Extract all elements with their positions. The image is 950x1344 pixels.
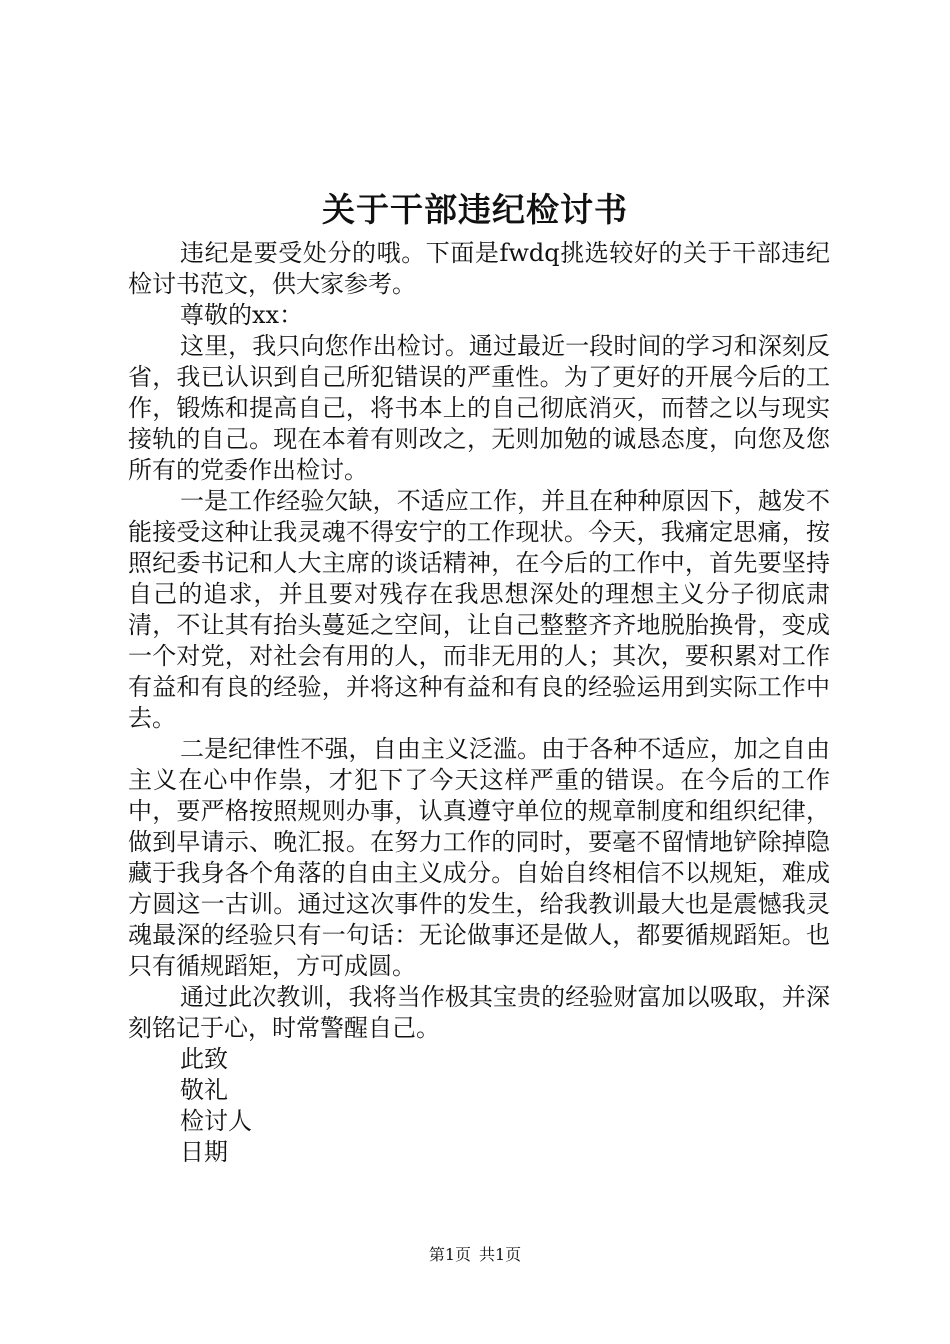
body-paragraph: 二是纪律性不强，自由主义泛滥。由于各种不适应，加之自由主义在心中作祟，才犯下了今天这样严重的错误。在今后的工作中，要严格按照规则办事，认真遵守单位的规章制度和组织纪律，做到早请示、晚汇报。在努力工作的同时，要毫不留情地铲除掉隐藏于我身各个角落的自由主义成分。自始自终相信不以规矩，难成方圆这一古训。通过这次事件的发生，给我教训最大也是震憾我灵魂最深的经验只有一句话：无论做事还是做人，都要循规蹈矩。也只有循规蹈矩，方可成圆。: [128, 735, 830, 980]
document-body: [128, 238, 830, 1168]
body-paragraph: 通过此次教训，我将当作极其宝贵的经验财富加以吸取，并深刻铭记于心，时常警醒自己。: [128, 983, 830, 1042]
closing-line: 敬礼: [180, 1076, 228, 1104]
closing-line: 此致: [180, 1045, 228, 1073]
signature-label: 检讨人: [180, 1107, 252, 1135]
salutation: 尊敬的xx：: [180, 301, 304, 329]
intro-paragraph: 违纪是要受处分的哦。下面是fwdq挑选较好的关于干部违纪检讨书范文，供大家参考。: [128, 239, 830, 298]
document-title: 关于干部违纪检讨书: [322, 190, 628, 229]
page-footer: [0, 1243, 950, 1267]
page-total: 共1页: [479, 1245, 522, 1264]
page-number: 第1页: [428, 1245, 471, 1264]
body-paragraph: 一是工作经验欠缺，不适应工作，并且在种种原因下，越发不能接受这种让我灵魂不得安宁的工作现状。今天，我痛定思痛，按照纪委书记和人大主席的谈话精神，在今后的工作中，首先要坚持自己的追求，并且要对残存在我思想深处的理想主义分子彻底肃清，不让其有抬头蔓延之空间，让自己整整齐齐地脱胎换骨，变成一个对党，对社会有用的人，而非无用的人；其次，要积累对工作有益和有良的经验，并将这种有益和有良的经验运用到实际工作中去。: [128, 487, 830, 732]
body-paragraph: 这里，我只向您作出检讨。通过最近一段时间的学习和深刻反省，我已认识到自己所犯错误的严重性。为了更好的开展今后的工作，锻炼和提高自己，将书本上的自己彻底消灭，而替之以与现实接轨的自己。现在本着有则改之，无则加勉的诚恳态度，向您及您所有的党委作出检讨。: [128, 332, 830, 484]
date-label: 日期: [180, 1138, 228, 1166]
